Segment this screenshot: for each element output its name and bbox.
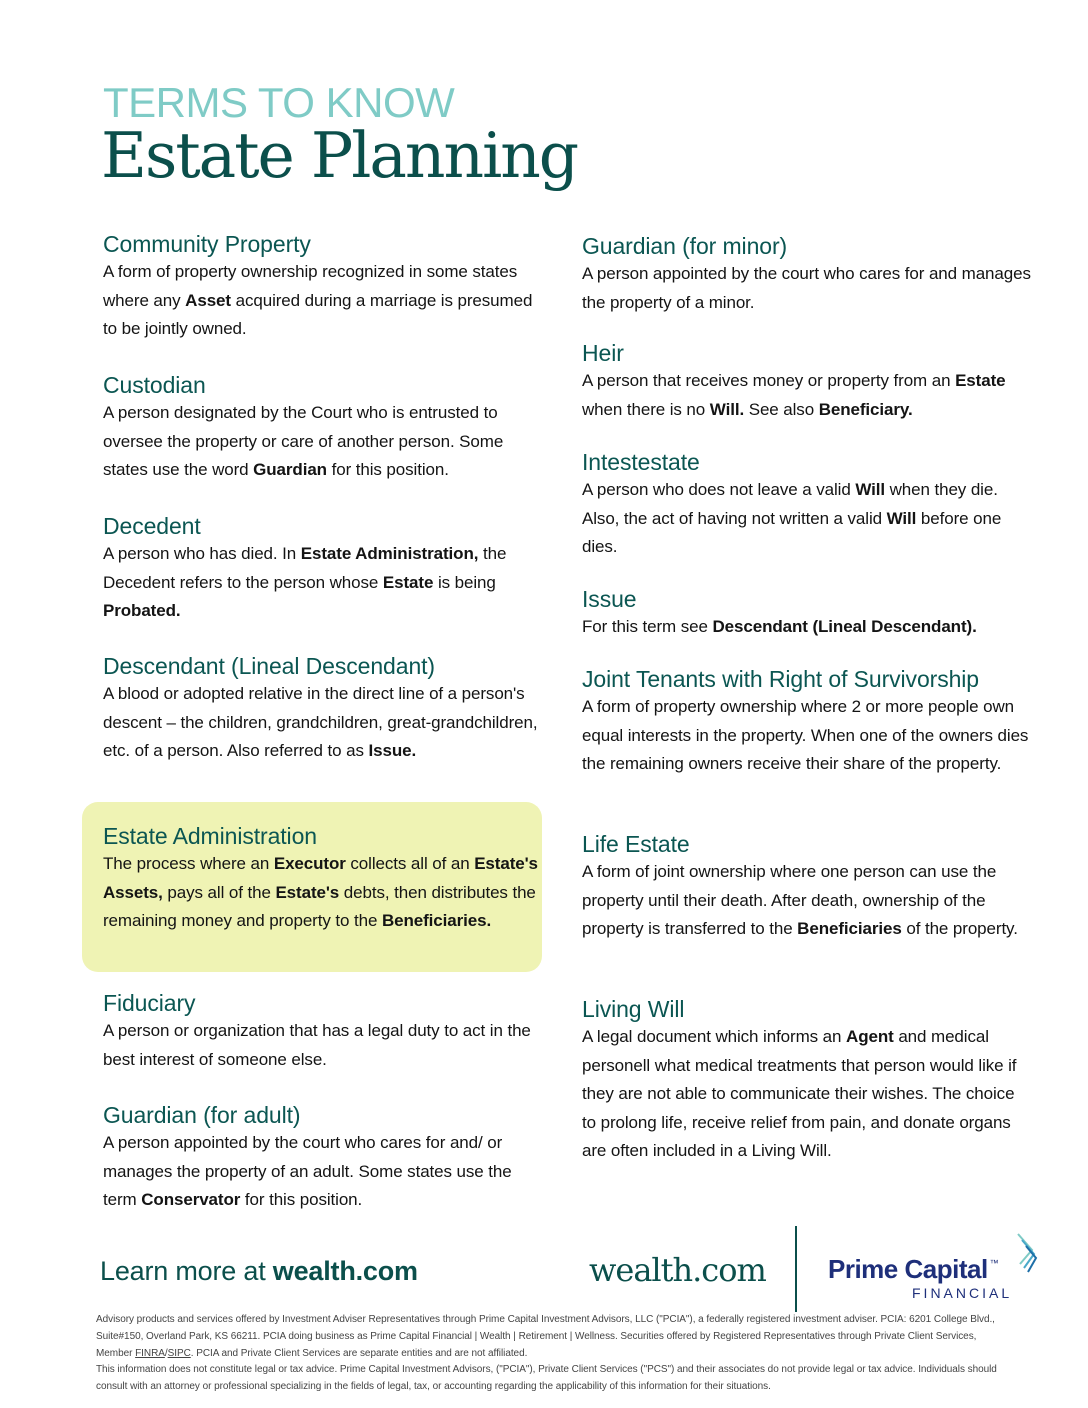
right-column [582, 232, 1032, 1166]
definition-text: pays all of the [162, 882, 276, 902]
bold-term: Agent [846, 1027, 894, 1046]
definition-text: the Decedent refers to the person whose [103, 544, 507, 592]
definition-text: A person or organization that has a legal duty to act in the best interest of someone else. [103, 1021, 531, 1069]
left-column [103, 230, 548, 1215]
term-definition [103, 1017, 548, 1074]
term-guardian-minor [582, 232, 1032, 339]
bold-term: Descendant (Lineal Descendant). [712, 617, 977, 636]
sipc-link[interactable]: SIPC [167, 1347, 191, 1359]
term-title: Estate Administration [103, 823, 317, 849]
term-definition [582, 613, 1032, 642]
bold-term: Guardian [253, 460, 327, 479]
definition-text: when they die. Also, the act of having not written a valid [582, 480, 998, 528]
disclaimer-paragraph-1 [96, 1312, 1006, 1362]
term-definition [103, 680, 548, 766]
term-title: Guardian (for minor) [582, 233, 788, 259]
term-title: Intestestate [582, 449, 700, 475]
term-community-property [103, 230, 548, 371]
term-title: Living Will [582, 996, 685, 1022]
prime-capital-chevron-icon [1014, 1232, 1038, 1280]
definition-text: A blood or adopted relative in the direct line of a person's descent – the children, grandchildren, great-grandchildren, etc. of a person. Also referred to as [103, 684, 538, 760]
finra-link[interactable]: FINRA [135, 1347, 165, 1359]
page-title: Estate Planning [101, 119, 578, 192]
term-title: Decedent [103, 513, 201, 539]
term-definition [582, 260, 1032, 317]
prime-capital-financial-text: FINANCIAL [912, 1285, 1013, 1301]
term-intestestate [582, 448, 1032, 585]
disclaimer [96, 1312, 1006, 1396]
term-definition [582, 367, 1032, 424]
prime-capital-logo-text [828, 1254, 998, 1285]
definition-text: for this position. [326, 460, 449, 479]
term-title: Issue [582, 586, 637, 612]
bold-term: Will. [709, 399, 745, 419]
term-definition [582, 693, 1032, 779]
term-definition [103, 399, 548, 485]
term-title: Fiduciary [103, 990, 196, 1016]
term-issue [582, 585, 1032, 665]
term-descendant [103, 652, 548, 822]
disclaimer-slash: / [164, 1347, 168, 1359]
definition-text: of the property. [901, 919, 1018, 938]
term-heir [582, 339, 1032, 448]
term-definition [103, 1129, 548, 1215]
bold-term: Estate's [275, 882, 340, 902]
term-definition [103, 540, 548, 626]
definition-text: A person who has died. In [103, 544, 301, 563]
definition-text: A form of property ownership recognized in some states where any [103, 262, 518, 310]
term-living-will [582, 995, 1032, 1166]
definition-text: A form of property ownership where 2 or more people own equal interests in the property. When one of the owners dies the remaining owners receive their share of the property. [582, 697, 1029, 773]
term-definition [103, 258, 548, 344]
learn-more-prefix: Learn more at [100, 1256, 273, 1286]
term-fiduciary [103, 989, 548, 1101]
bold-term: Estate's Assets, [103, 854, 538, 902]
disclaimer-paragraph-2: This information does not constitute legal or tax advice. Prime Capital Investment Advisors, ("PCIA"), Private Client Services ("PCS") and their associates do not provide legal or tax advice. Individuals should consult with an attorney or professional specializing in the fields of legal, tax, or accounting regarding the applicability of this information for their situations. [96, 1364, 997, 1393]
bold-term: Probated. [103, 601, 181, 620]
definition-text: for this position. [240, 1190, 363, 1209]
disclaimer-text: Advisory products and services offered by Investment Adviser Representatives through Prime Capital Investment Advisors, LLC ("PCIA"), a federally registered investment adviser. PCIA: 6201 College Blvd., Suite#150, Overland Park, KS 66211. PCIA doing business as Prime Capital Financial | Wealth | Retirement | Wellness. Securities offered by Registered Representatives through Private Client Services, Member [96, 1314, 995, 1359]
definition-text: A person who does not leave a valid [582, 480, 856, 499]
definition-text: A person appointed by the court who cares for and/ or manages the property of an adult. Some states use the term [103, 1133, 512, 1209]
bold-term: Asset [185, 290, 231, 310]
bold-term: Estate Administration, [300, 544, 479, 563]
bold-term: Will [886, 508, 917, 528]
term-definition [582, 858, 1032, 944]
term-title: Descendant (Lineal Descendant) [103, 653, 435, 679]
bold-term: Conservator [141, 1190, 241, 1209]
term-definition [582, 476, 1032, 562]
definition-text: collects all of an [345, 854, 475, 873]
term-custodian [103, 371, 548, 512]
definition-text: and medical personell what medical treatments that person would like if they are not able to communicate their wishes. The choice to prolong life, receive relief from pain, and donate organs are often included in a Living Will. [582, 1027, 1017, 1160]
prime-capital-name: Prime Capital [828, 1254, 988, 1284]
term-definition [103, 850, 548, 936]
definition-text: For this term see [582, 617, 713, 636]
definition-text: See also [744, 399, 819, 419]
bold-term: Beneficiaries [797, 919, 902, 938]
definition-text: A legal document which informs an [582, 1027, 847, 1046]
term-title: Community Property [103, 231, 311, 257]
definition-text: The process where an [103, 854, 274, 873]
term-title: Heir [582, 340, 624, 366]
bold-term: Estate [382, 572, 434, 592]
definition-text: acquired during a marriage is presumed to be jointly owned. [103, 290, 533, 338]
term-estate-administration [103, 822, 548, 989]
definition-text: when there is no [582, 399, 710, 419]
bold-term: Estate [955, 371, 1006, 390]
learn-more-site: wealth.com [272, 1256, 418, 1286]
term-life-estate [582, 830, 1032, 995]
bold-term: Issue. [368, 741, 417, 760]
definition-text: debts, then distributes the remaining money and property to the [103, 882, 536, 930]
definition-text: is being [433, 572, 496, 592]
bold-term: Beneficiaries. [381, 911, 492, 930]
term-guardian-adult [103, 1101, 548, 1215]
definition-text: A person appointed by the court who cares for and manages the property of a minor. [582, 264, 1031, 312]
term-joint-tenants [582, 665, 1032, 830]
term-definition [582, 1023, 1032, 1166]
wealth-logo: wealth.com [589, 1251, 766, 1289]
definition-text: A form of joint ownership where one person can use the property until their death. After death, ownership of the property is transferred to the [582, 862, 997, 938]
term-title: Guardian (for adult) [103, 1102, 301, 1128]
eyebrow-label: TERMS TO KNOW [103, 79, 455, 126]
bold-term: Executor [273, 854, 346, 873]
disclaimer-text: . PCIA and Private Client Services are separate entities and are not affiliated. [190, 1347, 528, 1359]
term-title: Life Estate [582, 831, 690, 857]
bold-term: Will [855, 480, 885, 499]
learn-more-link[interactable] [100, 1256, 418, 1287]
term-title: Custodian [103, 372, 206, 398]
definition-text: A person that receives money or property from an [582, 371, 956, 390]
definition-text: before one dies. [582, 508, 1002, 556]
bold-term: Beneficiary. [818, 399, 913, 419]
logo-divider [795, 1226, 797, 1312]
trademark: ™ [989, 1258, 999, 1268]
definition-text: A person designated by the Court who is entrusted to oversee the property or care of another person. Some states use the word [103, 403, 504, 479]
term-title: Joint Tenants with Right of Survivorship [582, 666, 979, 692]
term-decedent [103, 512, 548, 652]
